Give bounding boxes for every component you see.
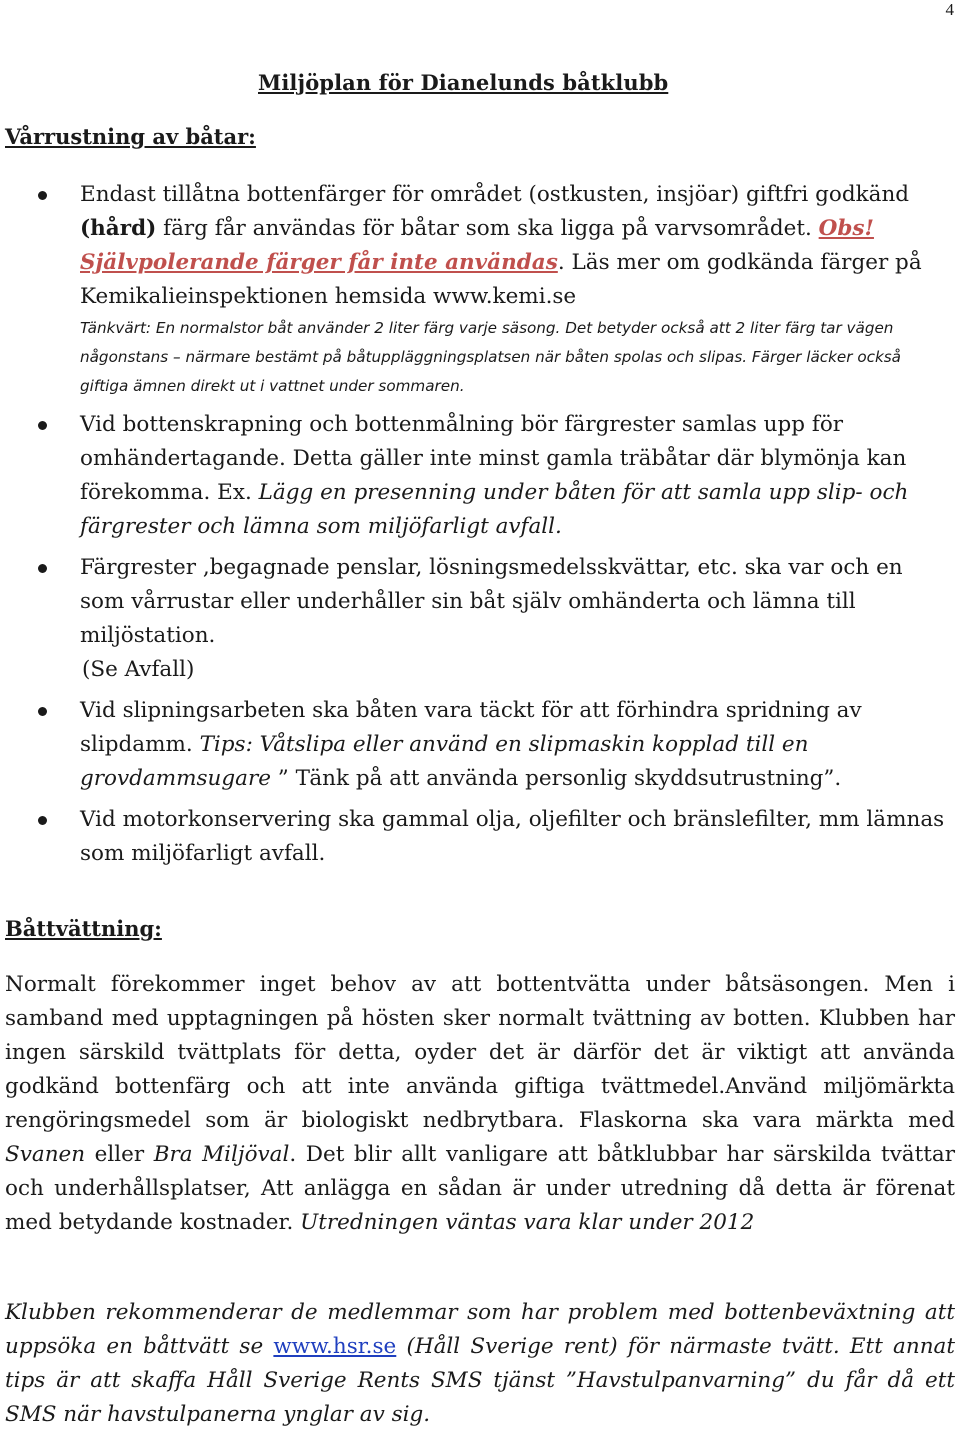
varrustning-list xyxy=(0,178,960,878)
obs-warning: Obs! Självpolerande färger får inte användas xyxy=(80,216,874,275)
list-item-bottenfarger xyxy=(0,178,960,401)
section-heading-battvattning: Båttvättning: xyxy=(5,916,162,941)
battvattning-paragraph: Normalt förekommer inget behov av att bottentvätta under båtsäsongen. Men i samband med upptagningen på hösten sker normalt tvättning av botten. Klubben har ingen särskild tvättplats för detta, oyder det är därför det är viktigt att använda godkänd bottenfärg och att inte använda giftiga tvättmedel.Använd miljömärkta rengöringsmedel som är biologiskt nedbrytbara. Flaskorna ska vara märkta med Svanen eller Bra Miljöval. Det blir allt vanligare att båtklubbar har särskilda tvättar och underhållsplatser, Att anlägga en sådan är under utredning då detta är förenat med betydande kostnader. Utredningen väntas vara klar under 2012 xyxy=(5,972,956,1235)
see-avfall-reference: (Se Avfall) xyxy=(82,657,195,682)
item-text: Vid motorkonservering ska gammal olja, oljefilter och bränslefilter, mm lämnas som miljöfarligt avfall. xyxy=(80,807,945,866)
bullet-icon xyxy=(38,191,47,200)
hsr-link[interactable]: www.hsr.se xyxy=(273,1334,397,1359)
section-heading-varrustning: Vårrustning av båtar: xyxy=(5,124,256,149)
list-item-slipning xyxy=(0,694,960,796)
bullet-icon xyxy=(38,816,47,825)
document-title: Miljöplan för Dianelunds båtklubb xyxy=(258,70,669,95)
tankvart-note: Tänkvärt: En normalstor båt använder 2 liter färg varje säsong. Det betyder också att 2 liter färg tar vägen någonstans – närmare bestämt på båtuppläggningsplatsen när båten spolas och slipas. Färger läcker också giftiga ämnen direkt ut i vattnet under sommaren. xyxy=(80,319,901,395)
page-number: 4 xyxy=(945,0,954,19)
list-item-fargrester xyxy=(0,551,960,687)
item-text: Endast tillåtna bottenfärger för området (ostkusten, insjöar) giftfri godkänd (hård) färg får användas för båtar som ska ligga på varvsområdet. Obs! Självpolerande färger får inte användas. Läs mer om godkända färger på Kemikalieinspektionen hemsida www.kemi.se xyxy=(80,182,922,309)
list-item-bottenskrapning xyxy=(0,408,960,544)
list-item-motorkonservering xyxy=(0,803,960,871)
bullet-icon xyxy=(38,421,47,430)
item-text: Vid bottenskrapning och bottenmålning bör färgrester samlas upp för omhändertagande. Detta gäller inte minst gamla träbåtar där blymönja kan förekomma. Ex. Lägg en presenning under båten för att samla upp slip- och färgrester och lämna som miljöfarligt avfall. xyxy=(80,412,909,539)
item-text: Färgrester ,begagnade penslar, lösningsmedelsskvättar, etc. ska var och en som vårrustar eller underhåller sin båt själv omhänderta och lämna till miljöstation. xyxy=(80,555,903,648)
recommendation-paragraph: Klubben rekommenderar de medlemmar som har problem med bottenbeväxtning att uppsöka en båttvätt se www.hsr.se (Håll Sverige rent) för närmaste tvätt. Ett annat tips är att skaffa Håll Sverige Rents SMS tjänst ”Havstulpanvarning” du får då ett SMS när havstulpanerna ynglar av sig. xyxy=(5,1300,955,1427)
bullet-icon xyxy=(38,707,47,716)
item-text: Vid slipningsarbeten ska båten vara täckt för att förhindra spridning av slipdamm. Tips: Våtslipa eller använd en slipmaskin kopplad till en grovdammsugare ” Tänk på att använda personlig skyddsutrustning”. xyxy=(80,698,862,791)
bullet-icon xyxy=(38,564,47,573)
